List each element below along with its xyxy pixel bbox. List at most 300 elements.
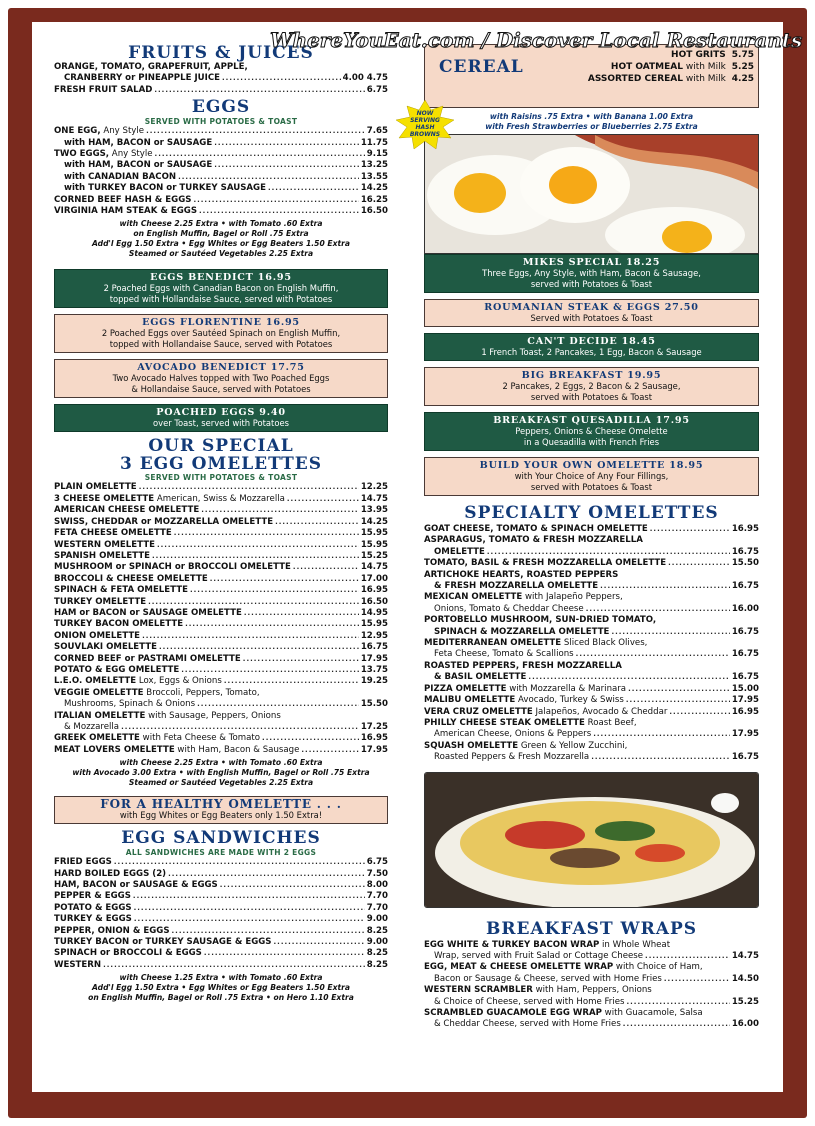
dot-leader — [157, 540, 359, 551]
item-price: 15.95 — [360, 539, 388, 550]
note-line: with Cheese 1.25 Extra • with Tomato .60 Extra — [119, 973, 323, 983]
sandwiches-subtitle: ALL SANDWICHES ARE MADE WITH 2 EGGS — [125, 848, 317, 858]
item-name: ASPARAGUS, TOMATO & FRESH MOZZARELLA — [424, 535, 643, 546]
omelettes-title-1: OUR SPECIAL — [148, 436, 294, 457]
omelettes-title-2: 3 EGG OMELETTES — [119, 454, 323, 475]
special-box — [54, 269, 388, 308]
item-price: 7.70 — [366, 902, 388, 913]
note-line: with Fresh Strawberries or Blueberries 2.75 Extra — [485, 122, 698, 131]
special-desc: 2 Pancakes, 2 Eggs, 2 Bacon & 2 Sausage, — [502, 381, 681, 391]
item-name: PORTOBELLO MUSHROOM, SUN-DRIED TOMATO, — [424, 615, 657, 626]
item-price: 16.95 — [360, 585, 388, 596]
menu-item — [54, 733, 388, 744]
item-name: PIZZA OMELETTE — [424, 683, 507, 694]
item-name: ROASTED PEPPERS, FRESH MOZZARELLA — [424, 660, 622, 671]
menu-item — [54, 528, 388, 539]
menu-item — [424, 962, 759, 973]
item-price: 16.00 — [731, 603, 759, 614]
item-name: MUSHROOM or SPINACH or BROCCOLI OMELETTE — [54, 562, 291, 573]
menu-item — [424, 752, 759, 763]
item-detail: with Mozzarella & Marinara — [506, 683, 627, 694]
special-desc: served with Potatoes & Toast — [530, 392, 653, 402]
item-price: 8.25 — [366, 948, 388, 959]
item-name: WESTERN SCRAMBLER — [424, 985, 533, 996]
fruits-list — [54, 62, 388, 96]
item-detail: with Ham, Bacon & Sausage — [174, 744, 300, 755]
menu-item — [424, 581, 759, 592]
item-price: 16.75 — [731, 752, 759, 763]
item-name: SOUVLAKI OMELETTE — [54, 642, 157, 653]
hash-browns-badge — [394, 100, 456, 150]
item-detail: American, Swiss & Mozzarella — [154, 493, 285, 504]
badge-line-1: NOW — [416, 110, 434, 117]
item-price: 15.95 — [360, 528, 388, 539]
special-desc: served with Potatoes & Toast — [530, 482, 653, 492]
fruits-title: FRUITS & JUICES — [128, 43, 314, 63]
menu-item — [54, 494, 388, 505]
item-name: MEXICAN OMELETTE — [424, 592, 523, 603]
menu-item — [424, 974, 759, 985]
menu-item — [424, 940, 759, 951]
special-box — [424, 367, 759, 406]
item-price: 16.95 — [731, 524, 759, 534]
dot-leader — [172, 926, 365, 937]
menu-item — [54, 631, 388, 642]
item-price: 14.75 — [360, 562, 388, 573]
dot-leader — [586, 604, 730, 615]
breakfast-photo — [424, 134, 759, 254]
menu-item — [54, 585, 388, 596]
item-name: HAM, BACON or SAUSAGE & EGGS — [54, 880, 218, 891]
item-name: VIRGINIA HAM STEAK & EGGS — [54, 206, 198, 217]
note-line: Add'l Egg 1.50 Extra • Egg Whites or Egg Beaters 1.50 Extra — [92, 239, 350, 249]
dot-leader — [146, 126, 365, 137]
note-line: on English Muffin, Bagel or Roll .75 Extra • on Hero 1.10 Extra — [88, 993, 354, 1003]
item-name: SQUASH OMELETTE — [424, 740, 519, 751]
dot-leader — [133, 891, 365, 902]
item-price: 14.95 — [360, 607, 388, 618]
item-name: OMELETTE — [434, 546, 485, 557]
menu-item — [54, 562, 388, 573]
badge-line-2: SERVING — [410, 117, 440, 124]
menu-item — [424, 604, 759, 615]
note-line: with Avocado 3.00 Extra • with English Muffin, Bagel or Roll .75 Extra — [72, 768, 370, 778]
item-price: 16.95 — [731, 706, 759, 717]
item-name: PEPPER, ONION & EGGS — [54, 925, 170, 936]
item-name: L.E.O. OMELETTE — [54, 676, 137, 687]
note-line: with Cheese 2.25 Extra • with Tomato .60 Extra — [119, 758, 323, 768]
special-title: BIG BREAKFAST 19.95 — [521, 370, 662, 381]
special-desc: & Hollandaise Sauce, served with Potatoes — [131, 384, 311, 395]
item-name: TURKEY OMELETTE — [54, 596, 147, 607]
menu-item — [54, 62, 388, 73]
item-price: 14.50 — [731, 973, 759, 984]
item-name: POTATO & EGG OMELETTE — [54, 664, 180, 675]
dot-leader — [626, 997, 729, 1008]
menu-item — [424, 592, 759, 603]
special-box — [424, 457, 759, 496]
dot-leader — [600, 581, 730, 592]
menu-item — [424, 1019, 759, 1030]
item-price: 15.50 — [360, 699, 388, 710]
item-price: 5.25 — [731, 62, 754, 72]
menu-item — [54, 551, 388, 562]
item-price: 15.95 — [360, 619, 388, 630]
dot-leader — [593, 729, 730, 740]
item-price: 17.25 — [360, 722, 388, 732]
special-title: EGGS FLORENTINE 16.95 — [142, 317, 300, 329]
menu-item — [54, 619, 388, 630]
item-detail: Wrap, served with Fruit Salad or Cottage Cheese — [434, 950, 644, 961]
menu-item — [54, 688, 388, 699]
menu-item — [424, 707, 759, 718]
omelettes-list — [54, 482, 388, 756]
item-detail: Sliced Black Olives, — [561, 638, 648, 649]
item-price: 14.75 — [731, 950, 759, 961]
menu-item — [54, 711, 388, 722]
special-desc: with Your Choice of Any Four Fillings, — [514, 471, 669, 481]
item-price: 11.75 — [360, 137, 388, 148]
dot-leader — [193, 195, 358, 206]
dot-leader — [142, 631, 359, 642]
menu-item — [54, 665, 388, 676]
dot-leader — [134, 914, 365, 925]
badge-line-4: BROWNS — [409, 131, 441, 138]
item-name: PLAIN OMELETTE — [54, 482, 137, 493]
item-name: SWISS, CHEDDAR or MOZZARELLA OMELETTE — [54, 516, 274, 527]
item-name: MEAT LOVERS OMELETTE — [54, 744, 175, 755]
item-name: SPINACH & MOZZARELLA OMELETTE — [434, 626, 610, 637]
item-price: 6.75 — [366, 857, 388, 868]
item-name: EGG WHITE & TURKEY BACON WRAP — [424, 939, 600, 950]
menu-item — [54, 126, 388, 137]
item-price: 16.75 — [731, 581, 759, 592]
menu-item — [54, 903, 388, 914]
item-price: 17.00 — [360, 573, 388, 584]
right-column — [424, 44, 759, 1031]
item-name: TWO EGGS, — [54, 149, 110, 160]
menu-item — [424, 661, 759, 672]
menu-item — [54, 183, 388, 194]
item-price: 9.15 — [366, 149, 388, 160]
right-specials — [424, 254, 759, 496]
menu-item — [54, 937, 388, 948]
menu-item — [424, 558, 759, 569]
item-price: 7.50 — [366, 868, 388, 879]
menu-item — [424, 951, 759, 962]
site-watermark: WhereYouEat.com / Discover Local Restaurants — [270, 28, 803, 52]
cereal-list — [554, 49, 754, 85]
item-price: 16.00 — [731, 1019, 759, 1030]
item-price: 16.50 — [360, 596, 388, 607]
item-price: 14.25 — [360, 516, 388, 527]
menu-item — [54, 642, 388, 653]
menu-item — [424, 1008, 759, 1019]
item-name: ONE EGG, — [54, 126, 101, 137]
item-detail: with Feta Cheese & Tomato — [139, 733, 261, 744]
item-name: CORNED BEEF or PASTRAMI OMELETTE — [54, 653, 241, 664]
item-price: 16.75 — [731, 672, 759, 683]
special-desc: topped with Hollandaise Sauce, served with Potatoes — [109, 294, 333, 305]
menu-item — [54, 914, 388, 925]
dot-leader — [287, 494, 359, 505]
dot-leader — [201, 505, 359, 516]
dot-leader — [154, 85, 364, 96]
menu-item — [54, 505, 388, 516]
item-price: 16.75 — [731, 649, 759, 660]
special-title: MIKES SPECIAL 18.25 — [522, 257, 661, 268]
menu-item — [424, 638, 759, 649]
note-line: Steamed or Sautéed Vegetables 2.25 Extra — [128, 778, 314, 788]
item-name: with HAM, BACON or SAUSAGE — [64, 137, 213, 148]
dot-leader — [293, 562, 359, 573]
special-desc: in a Quesadilla with French Fries — [523, 437, 660, 447]
dot-leader — [611, 627, 729, 638]
item-detail: Green & Yellow Zucchini, — [518, 740, 628, 751]
item-detail: Lox, Eggs & Onions — [136, 676, 222, 687]
dot-leader — [210, 574, 359, 585]
item-price: 14.25 — [360, 183, 388, 194]
special-desc: topped with Hollandaise Sauce, served with Potatoes — [109, 339, 333, 350]
omelette-image — [425, 773, 759, 908]
menu-item — [424, 615, 759, 626]
menu-item — [424, 627, 759, 638]
dot-leader — [214, 138, 359, 149]
item-name: TURKEY & EGGS — [54, 914, 132, 925]
menu-item — [54, 676, 388, 687]
healthy-omelette-box — [54, 796, 388, 824]
eggs-title: EGGS — [191, 97, 251, 118]
item-price: 16.25 — [360, 194, 388, 205]
menu-page — [32, 22, 783, 1092]
item-name: HAM or BACON or SAUSAGE OMELETTE — [54, 607, 242, 618]
menu-item — [424, 570, 759, 581]
dot-leader — [669, 707, 729, 718]
item-price: 12.95 — [360, 630, 388, 641]
special-box — [54, 404, 388, 432]
dot-leader — [174, 528, 359, 539]
item-price: 9.00 — [366, 914, 388, 925]
item-price: 4.00 4.75 — [342, 73, 388, 84]
menu-item — [424, 649, 759, 660]
item-name: FRESH FRUIT SALAD — [54, 84, 153, 95]
item-price: 7.65 — [366, 126, 388, 137]
dot-leader — [134, 903, 365, 914]
dot-leader — [178, 172, 359, 183]
item-name: VEGGIE OMELETTE — [54, 687, 144, 698]
dot-leader — [148, 597, 359, 608]
special-title: ROUMANIAN STEAK & EGGS 27.50 — [484, 302, 699, 313]
note-line: with Raisins .75 Extra • with Banana 1.00 Extra — [489, 112, 694, 121]
menu-item — [424, 684, 759, 695]
menu-item — [54, 172, 388, 183]
menu-item — [54, 608, 388, 619]
wraps-title: BREAKFAST WRAPS — [486, 918, 697, 939]
eggs-bacon-photo — [425, 135, 759, 254]
item-detail: Any Style — [109, 149, 153, 160]
item-name: AMERICAN CHEESE OMELETTE — [54, 505, 200, 516]
eggs-list — [54, 126, 388, 217]
item-detail: with Sausage, Peppers, Onions — [145, 710, 281, 721]
item-price: 15.25 — [731, 996, 759, 1007]
item-name: ONION OMELETTE — [54, 630, 141, 641]
item-price: 17.95 — [731, 729, 759, 740]
item-detail: with Jalapeño Peppers, — [522, 592, 623, 603]
item-detail: & Choice of Cheese, served with Home Fries — [434, 996, 625, 1007]
item-price: 17.95 — [731, 695, 759, 706]
item-name: GREEK OMELETTE — [54, 733, 140, 744]
item-name: EGG, MEAT & CHEESE OMELETTE WRAP — [424, 962, 614, 973]
item-detail: American Cheese, Onions & Peppers — [434, 729, 592, 740]
dot-leader — [268, 183, 359, 194]
item-price: 7.70 — [366, 891, 388, 902]
item-name: HARD BOILED EGGS (2) — [54, 868, 167, 879]
item-name: 3 CHEESE OMELETTE — [54, 493, 155, 504]
menu-item — [424, 729, 759, 740]
dot-leader — [185, 619, 359, 630]
item-price: 15.25 — [360, 550, 388, 561]
menu-item — [54, 869, 388, 880]
item-name: VERA CRUZ OMELETTE — [424, 706, 533, 717]
item-detail: with Guacamole, Salsa — [601, 1007, 703, 1018]
item-name: & FRESH MOZZARELLA OMELETTE — [434, 581, 599, 592]
dot-leader — [121, 722, 359, 733]
menu-item — [54, 722, 388, 733]
item-price: 13.95 — [360, 505, 388, 516]
wraps-list — [424, 940, 759, 1031]
item-name: CRANBERRY or PINEAPPLE JUICE — [64, 73, 220, 84]
special-box — [424, 299, 759, 327]
menu-item — [54, 960, 388, 971]
dot-leader — [628, 684, 730, 695]
menu-item — [54, 540, 388, 551]
menu-item — [54, 880, 388, 891]
menu-item — [54, 206, 388, 217]
item-name: with HAM, BACON or SAUSAGE — [64, 160, 213, 171]
omelette-photo — [424, 772, 759, 908]
item-price: 4.25 — [731, 74, 754, 84]
item-price: 16.95 — [360, 733, 388, 744]
item-name: TURKEY BACON OMELETTE — [54, 619, 184, 630]
sandwiches-notes — [54, 973, 388, 1003]
menu-item — [54, 138, 388, 149]
item-name: SCRAMBLED GUACAMOLE EGG WRAP — [424, 1007, 602, 1018]
eggs-notes — [54, 219, 388, 259]
note-line: on English Muffin, Bagel or Roll .75 Extra — [133, 229, 309, 239]
menu-item — [54, 891, 388, 902]
menu-item — [54, 195, 388, 206]
cereal-box — [424, 44, 759, 108]
menu-item — [424, 695, 759, 706]
dot-leader — [114, 857, 365, 868]
item-price: 8.25 — [366, 959, 388, 970]
menu-item — [54, 948, 388, 959]
item-name: BROCCOLI & CHEESE OMELETTE — [54, 573, 208, 584]
dot-leader — [159, 642, 359, 653]
special-desc: 1 French Toast, 2 Pancakes, 1 Egg, Bacon & Sausage — [481, 347, 702, 357]
menu-item — [424, 547, 759, 558]
note-line: Steamed or Sautéed Vegetables 2.25 Extra — [128, 249, 314, 259]
item-price: 13.55 — [360, 171, 388, 182]
item-price: 13.75 — [360, 664, 388, 675]
menu-item — [424, 535, 759, 546]
item-detail: Avocado, Turkey & Swiss — [515, 695, 624, 706]
special-desc: Two Avocado Halves topped with Two Poached Eggs — [112, 373, 330, 384]
special-title: EGGS BENEDICT 16.95 — [150, 272, 292, 284]
item-name: WESTERN OMELETTE — [54, 539, 155, 550]
menu-item — [54, 482, 388, 493]
item-price: 16.75 — [731, 626, 759, 637]
item-price: 15.00 — [731, 683, 759, 694]
dot-leader — [262, 733, 359, 744]
dot-leader — [623, 1019, 730, 1030]
menu-item — [54, 160, 388, 171]
omelettes-subtitle: SERVED WITH POTATOES & TOAST — [144, 473, 298, 483]
item-name: FRIED EGGS — [54, 857, 112, 868]
dot-leader — [664, 974, 730, 985]
item-price: 8.25 — [366, 925, 388, 936]
dot-leader — [155, 149, 365, 160]
menu-item — [424, 985, 759, 996]
item-detail: Jalapeños, Avocado & Cheddar — [532, 706, 668, 717]
special-desc: over Toast, served with Potatoes — [153, 418, 289, 429]
item-detail: Any Style — [100, 126, 145, 137]
menu-item — [424, 672, 759, 683]
specialty-title: SPECIALTY OMELETTES — [464, 503, 719, 523]
special-desc: 2 Poached Eggs over Sautéed Spinach on English Muffin, — [101, 328, 341, 339]
special-desc: 2 Poached Eggs with Canadian Bacon on English Muffin, — [103, 283, 339, 294]
menu-item — [54, 597, 388, 608]
menu-item — [424, 718, 759, 729]
item-detail: Bacon or Sausage & Cheese, served with Home Fries — [434, 973, 662, 984]
menu-item — [54, 857, 388, 868]
menu-item — [54, 574, 388, 585]
item-name: MALIBU OMELETTE — [424, 695, 516, 706]
item-name: PEPPER & EGGS — [54, 891, 131, 902]
item-name: ASSORTED CEREAL — [587, 74, 683, 84]
healthy-title: FOR A HEALTHY OMELETTE . . . — [100, 797, 342, 812]
special-box — [424, 254, 759, 293]
dot-leader — [152, 551, 359, 562]
item-name: SPANISH OMELETTE — [54, 550, 150, 561]
menu-item — [554, 73, 754, 85]
item-name: with CANADIAN BACON — [64, 171, 177, 182]
item-name: CORNED BEEF HASH & EGGS — [54, 194, 192, 205]
item-name: HOT GRITS — [671, 50, 726, 60]
cereal-title: CEREAL — [439, 57, 524, 77]
menu-item — [54, 654, 388, 665]
item-detail: Roasted Peppers & Fresh Mozzarella — [434, 752, 590, 763]
cereal-notes — [424, 112, 759, 132]
dot-leader — [168, 869, 365, 880]
dot-leader — [487, 547, 730, 558]
special-box — [424, 412, 759, 451]
item-name: ARTICHOKE HEARTS, ROASTED PEPPERS — [424, 569, 619, 580]
item-detail: & Cheddar Cheese, served with Home Fries — [434, 1019, 621, 1030]
dot-leader — [243, 654, 359, 665]
menu-item — [54, 517, 388, 528]
item-price: 19.25 — [360, 676, 388, 687]
special-title: BREAKFAST QUESADILLA 17.95 — [493, 415, 690, 426]
dot-leader — [645, 951, 730, 962]
item-detail: Feta Cheese, Tomato & Scallions — [434, 649, 574, 660]
item-price: 12.25 — [360, 482, 388, 493]
item-name: TOMATO, BASIL & FRESH MOZZARELLA OMELETTE — [424, 558, 667, 569]
item-detail: Mushrooms, Spinach & Onions — [64, 699, 196, 710]
special-box — [54, 314, 388, 353]
item-name: POTATO & EGGS — [54, 902, 132, 913]
item-detail: with Milk — [682, 62, 726, 72]
